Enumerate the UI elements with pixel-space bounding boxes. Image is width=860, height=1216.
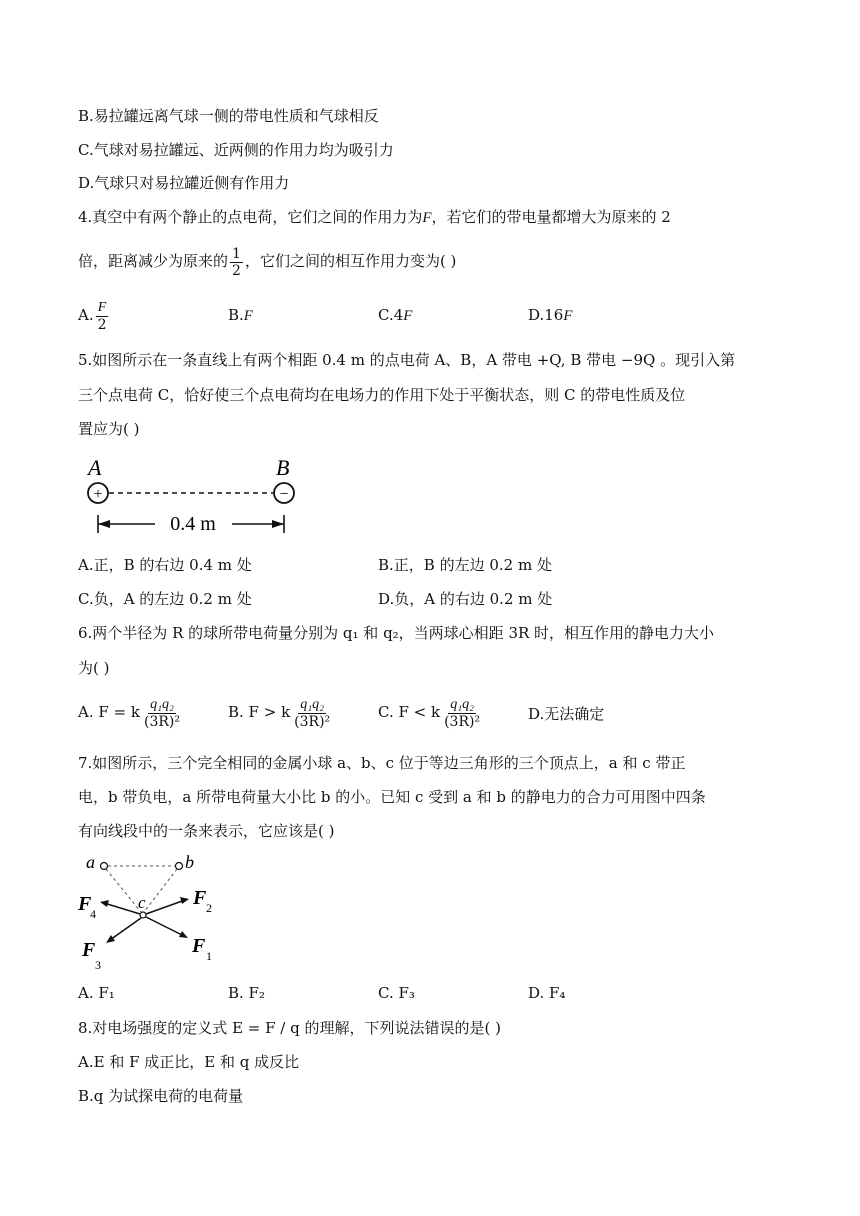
q7-stem-line1: 7.如图所示，三个完全相同的金属小球 a、b、c 位于等边三角形的三个顶点上，a 和 c 带正 xyxy=(78,754,686,772)
q4-text-d: ，它们之间的相互作用力变为( ) xyxy=(244,252,457,270)
q7-arrowhead-f2 xyxy=(180,897,189,904)
q3-option-b: B.易拉罐远离气球一侧的带电性质和气球相反 xyxy=(78,107,379,125)
q7-side-bc xyxy=(144,869,177,912)
q5-distance-label: 0.4 m xyxy=(170,513,216,535)
q5-stem-line1: 5.如图所示在一条直线上有两个相距 0.4 m 的点电荷 A、B，A 带电 +Q, B 带电 −9Q 。现引入第 xyxy=(78,351,736,369)
q7-fig-f3-sub: 3 xyxy=(95,958,101,972)
q4-stem-line1 xyxy=(78,207,671,228)
q7-ball-b xyxy=(176,863,183,870)
q6-option-a-den: (3R)² xyxy=(143,713,180,730)
q7-stem-line2: 电，b 带负电，a 所带电荷量大小比 b 的小。已知 c 受到 a 和 b 的静电力的合力可用图中四条 xyxy=(78,788,706,806)
q7-ball-c xyxy=(140,912,146,918)
q7-fig-f4-sub: 4 xyxy=(90,907,96,921)
q8-option-b: B.q 为试探电荷的电荷量 xyxy=(78,1087,244,1105)
q5-dim-arrow-left xyxy=(98,520,110,528)
q4-option-b-value: F xyxy=(243,308,253,324)
q5-option-a: A.正，B 的右边 0.4 m 处 xyxy=(78,556,252,574)
q6-option-c-den: (3R)² xyxy=(444,713,481,730)
q3-option-c: C.气球对易拉罐远、近两侧的作用力均为吸引力 xyxy=(78,141,394,159)
q4-text-b: ，若它们的带电量都增大为原来的 2 xyxy=(431,208,671,226)
q7-figure xyxy=(74,848,234,973)
q7-fig-f4: F xyxy=(78,893,92,915)
q7-arrowhead-f3 xyxy=(106,935,115,943)
q6-option-a-fraction xyxy=(142,697,182,730)
q6-option-b-fraction xyxy=(292,697,332,730)
q4-option-d xyxy=(528,305,573,326)
q5-stem-line3: 置应为( ) xyxy=(78,420,140,438)
q6-option-a-prefix: A. F = k xyxy=(78,703,140,721)
q6-option-d: D.无法确定 xyxy=(528,705,605,723)
q6-option-b xyxy=(228,694,334,730)
q7-option-d: D. F₄ xyxy=(528,984,566,1002)
q4-option-c-value: F xyxy=(403,308,413,324)
q6-option-c-fraction xyxy=(442,697,482,730)
q4-option-a-den: 2 xyxy=(97,316,107,333)
q8-option-a: A.E 和 F 成正比，E 和 q 成反比 xyxy=(78,1053,300,1071)
q7-fig-f2-sub: 2 xyxy=(206,901,212,915)
q6-stem-line2: 为( ) xyxy=(78,659,110,677)
q4-stem-line2 xyxy=(78,244,456,279)
q7-option-a: A. F₁ xyxy=(78,984,115,1002)
q4-option-c-label: C.4 xyxy=(378,306,404,324)
q4-option-a-label: A. xyxy=(78,306,94,324)
q4-force-symbol: F xyxy=(422,210,432,226)
q5-option-c: C.负，A 的左边 0.2 m 处 xyxy=(78,590,252,608)
q7-fig-f2: F xyxy=(193,887,207,909)
q7-fig-f1: F xyxy=(192,935,206,957)
q4-frac-den: 2 xyxy=(232,262,241,279)
q7-stem-line3: 有向线段中的一条来表示，它应该是( ) xyxy=(78,822,335,840)
q4-option-d-value: F xyxy=(563,308,573,324)
q5-option-d: D.负，A 的右边 0.2 m 处 xyxy=(378,590,553,608)
q6-stem-line1: 6.两个半径为 R 的球所带电荷量分别为 q₁ 和 q₂，当两球心相距 3R 时，相互作用的静电力大小 xyxy=(78,624,715,642)
q3-option-d: D.气球只对易拉罐近侧有作用力 xyxy=(78,174,290,192)
q7-arrow-f3 xyxy=(110,918,141,940)
q6-option-c xyxy=(378,694,484,730)
q7-fig-label-a: a xyxy=(86,852,95,872)
q4-option-a xyxy=(78,298,111,333)
q5-stem-line2: 三个点电荷 C，恰好使三个点电荷均在电场力的作用下处于平衡状态，则 C 的带电性质及位 xyxy=(78,386,686,404)
q4-text-c: 倍，距离减少为原来的 xyxy=(78,252,229,270)
q4-option-b xyxy=(228,305,253,326)
q7-option-b: B. F₂ xyxy=(228,984,265,1002)
q7-fig-f3: F xyxy=(82,939,96,961)
q7-ball-a xyxy=(101,863,108,870)
q7-arrow-f1 xyxy=(146,917,184,936)
q5-charge-b-sign: − xyxy=(279,486,289,503)
q7-fig-f1-sub: 1 xyxy=(206,949,212,963)
q7-arrow-f4 xyxy=(104,903,140,914)
q7-fig-label-c: c xyxy=(138,893,146,912)
q4-text-a: 4.真空中有两个静止的点电荷，它们之间的作用力为 xyxy=(78,208,423,226)
q7-arrow-f2 xyxy=(146,900,185,914)
q6-option-c-num: q₁q₂ xyxy=(450,696,474,712)
q4-option-b-label: B. xyxy=(228,306,244,324)
q4-option-a-fraction xyxy=(96,300,109,333)
q6-option-a xyxy=(78,694,184,730)
q5-fig-label-a: A xyxy=(88,455,102,480)
q5-charge-a-sign: + xyxy=(93,486,103,503)
q5-dim-arrow-right xyxy=(272,520,284,528)
q6-option-a-num: q₁q₂ xyxy=(150,696,174,712)
q6-option-b-den: (3R)² xyxy=(294,713,331,730)
q4-fraction xyxy=(230,246,243,279)
q7-fig-label-b: b xyxy=(185,852,194,872)
q4-option-a-num: F xyxy=(97,299,107,315)
q8-stem: 8.对电场强度的定义式 E = F / q 的理解，下列说法错误的是( ) xyxy=(78,1019,501,1037)
q7-arrowhead-f1 xyxy=(179,931,188,938)
q4-frac-num: 1 xyxy=(232,245,241,262)
q5-fig-label-b: B xyxy=(276,455,290,480)
q6-option-b-num: q₁q₂ xyxy=(300,696,325,712)
q4-option-d-label: D.16 xyxy=(528,306,564,324)
q6-option-c-prefix: C. F < k xyxy=(378,703,441,721)
q7-option-c: C. F₃ xyxy=(378,984,415,1002)
q4-option-c xyxy=(378,305,412,326)
q5-option-b: B.正，B 的左边 0.2 m 处 xyxy=(378,556,552,574)
q5-figure xyxy=(80,455,310,540)
q7-arrowhead-f4 xyxy=(100,900,109,907)
q6-option-b-prefix: B. F > k xyxy=(228,703,291,721)
